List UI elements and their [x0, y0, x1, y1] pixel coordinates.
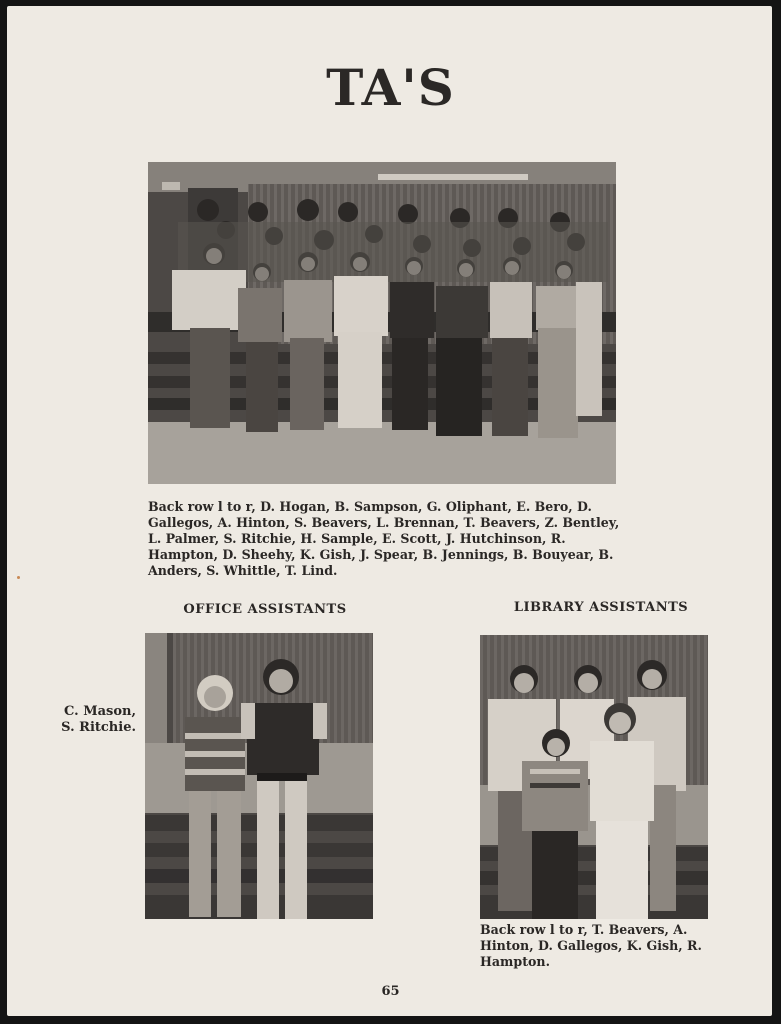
library-assistants-heading: LIBRARY ASSISTANTS [513, 600, 689, 615]
caption-line: Hampton. [480, 954, 550, 969]
office-assistants-names [40, 704, 136, 736]
caption-line: Anders, S. Whittle, T. Lind. [148, 563, 338, 578]
caption-line: Hinton, D. Gallegos, K. Gish, R. [480, 938, 702, 953]
library-assistants-photo-graphic [480, 635, 708, 919]
office-assistants-photo [145, 633, 373, 919]
caption-line: Back row l to r, T. Beavers, A. [480, 922, 688, 937]
library-assistants-photo [480, 635, 708, 919]
ta-group-caption [148, 499, 628, 579]
page-title: TA'S [326, 58, 455, 117]
ta-group-photo [148, 162, 616, 484]
office-assistants-heading: OFFICE ASSISTANTS [183, 602, 347, 617]
caption-line: L. Palmer, S. Ritchie, H. Sample, E. Scott, J. Hutchinson, R. [148, 531, 566, 546]
ta-group-photo-graphic [148, 162, 616, 484]
name-line: C. Mason, [64, 704, 136, 719]
caption-line: Gallegos, A. Hinton, S. Beavers, L. Brennan, T. Beavers, Z. Bentley, [148, 515, 620, 530]
caption-line: Hampton, D. Sheehy, K. Gish, J. Spear, B. Jennings, B. Bouyear, B. [148, 547, 614, 562]
page-number: 65 [381, 984, 400, 999]
name-line: S. Ritchie. [61, 720, 136, 735]
office-assistants-photo-graphic [145, 633, 373, 919]
paper-speck [17, 576, 20, 579]
library-assistants-caption [480, 922, 730, 970]
caption-line: Back row l to r, D. Hogan, B. Sampson, G. Oliphant, E. Bero, D. [148, 499, 592, 514]
